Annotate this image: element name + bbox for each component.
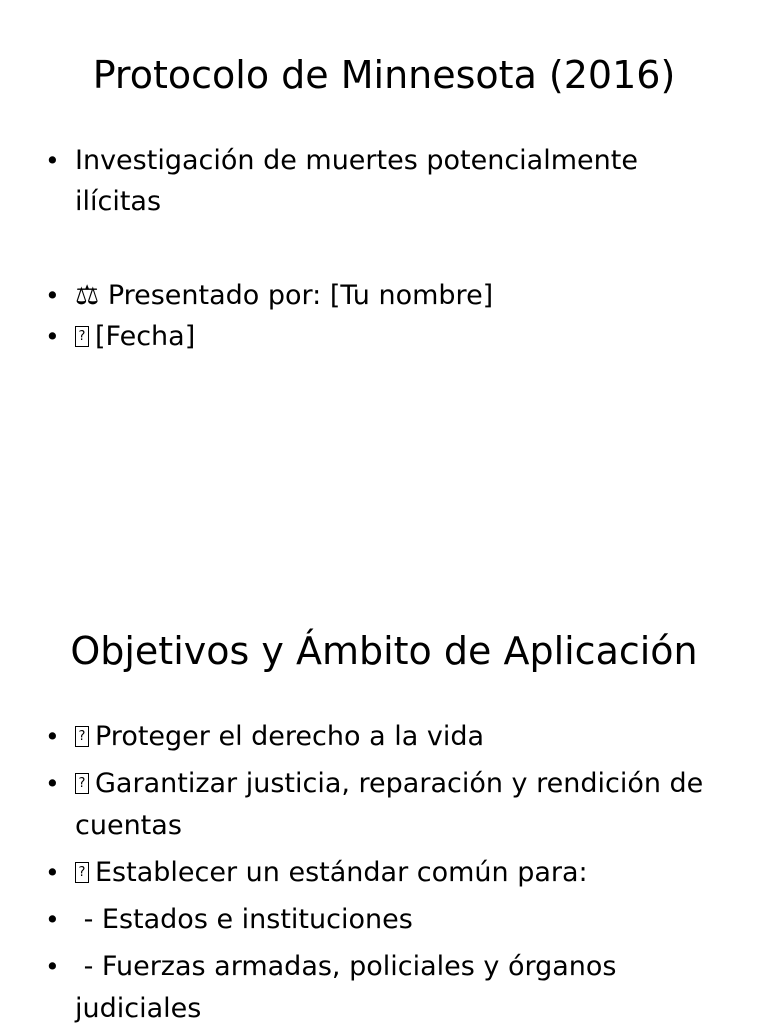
missing-glyph-icon [75,726,89,747]
list-item [0,852,768,894]
bullet-icon: • [45,769,60,798]
missing-glyph-icon [75,326,89,347]
missing-glyph-icon [75,862,89,883]
list-item-text: Presentado por: [Tu nombre] [107,280,494,311]
list-item-text: - Estados e instituciones [75,904,413,935]
bullet-icon: • [45,722,60,751]
spacer [0,222,768,275]
bullet-list [0,716,768,1030]
bullet-icon: • [45,952,60,981]
bullet-icon: • [45,322,60,351]
list-item-text: Establecer un estándar común para: [95,857,588,888]
slide-objectives [0,576,768,1024]
missing-glyph-icon [75,773,89,794]
list-item [0,316,768,357]
list-item-text: Investigación de muertes potencialmente ilícitas [75,145,638,217]
scales-icon: ⚖ [75,280,100,311]
bullet-icon: • [45,905,60,934]
bullet-icon: • [45,281,60,310]
bullet-icon: • [45,146,60,175]
list-item [0,899,768,941]
bullet-list [0,140,768,357]
list-item [0,946,768,1030]
list-item-text: Garantizar justicia, reparación y rendición de cuentas [75,768,704,841]
list-item-text: - Fuerzas armadas, policiales y órganos judiciales [75,951,626,1024]
slide-title: Objetivos y Ámbito de Aplicación [70,629,698,673]
list-item-text: [Fecha] [95,321,196,352]
list-item [0,275,768,316]
list-item [0,763,768,847]
list-item-text: Proteger el derecho a la vida [95,721,485,752]
bullet-icon: • [45,858,60,887]
list-item [0,716,768,758]
slide-title: Protocolo de Minnesota (2016) [92,53,676,97]
list-item [0,140,768,222]
